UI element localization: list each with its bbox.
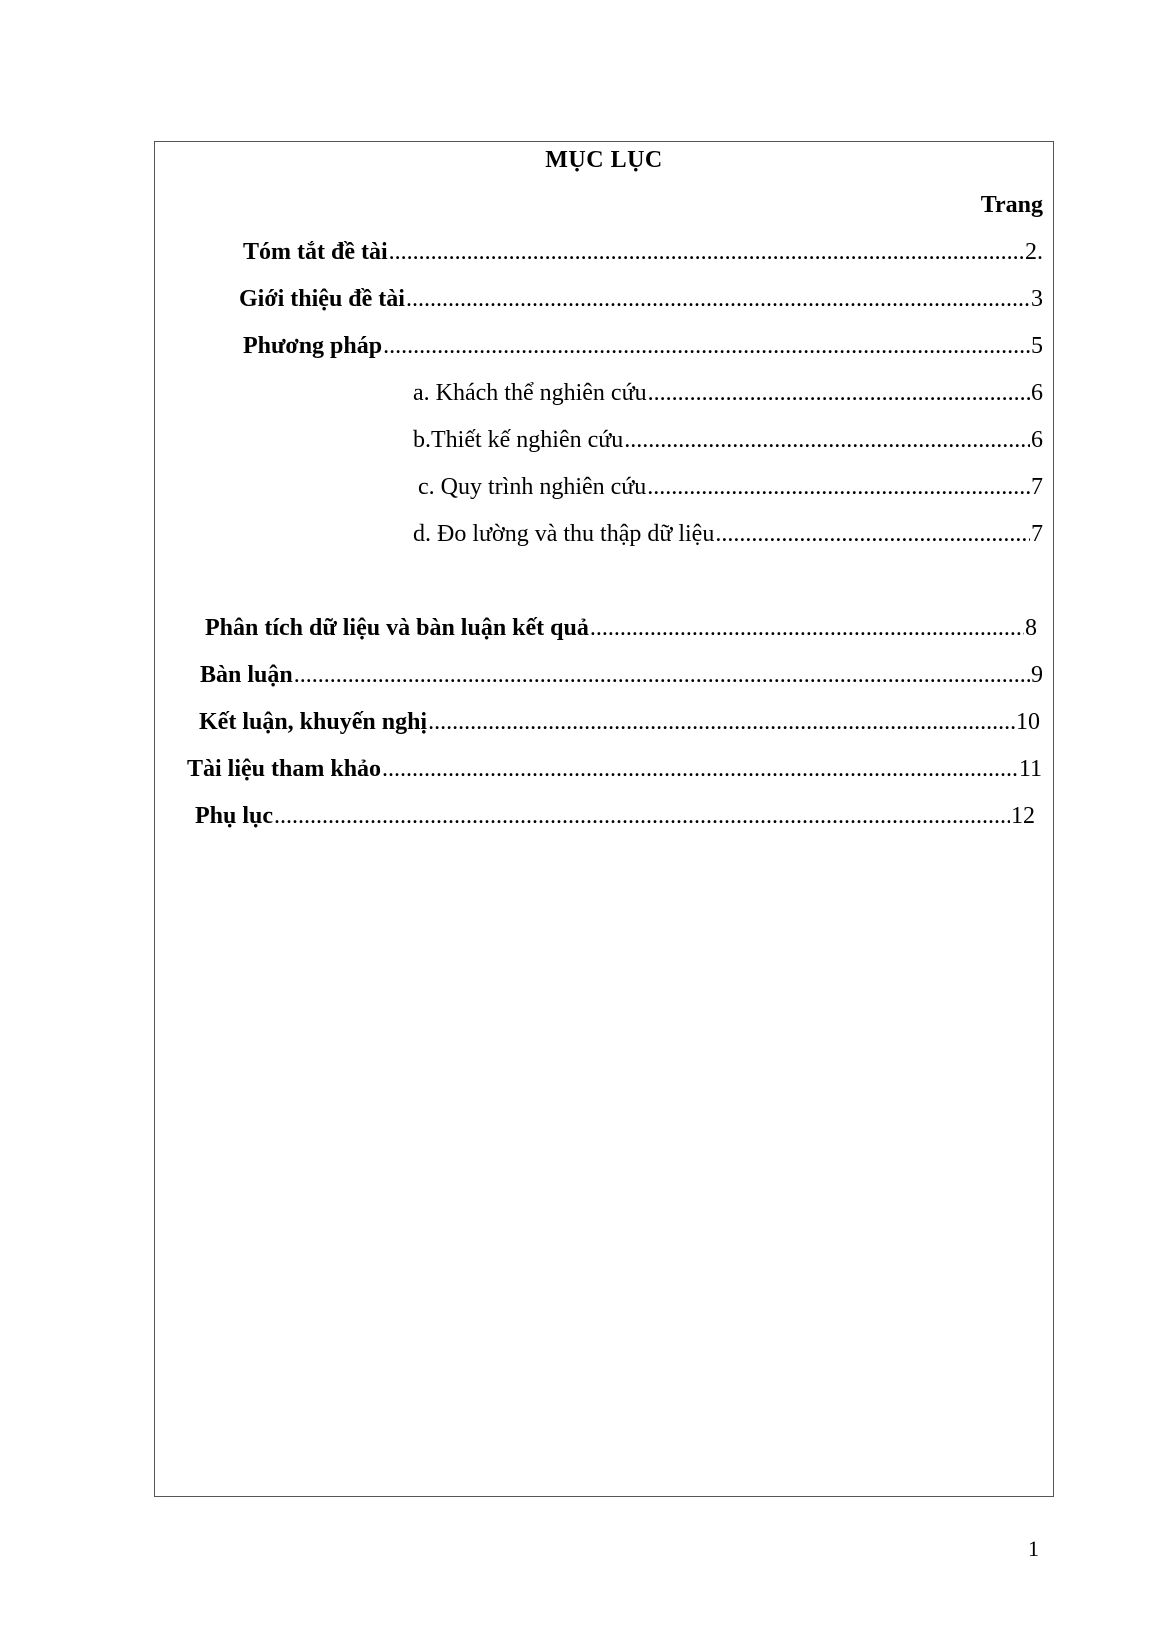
dot-leader: [294, 659, 1030, 691]
dot-leader: [647, 471, 1030, 503]
toc-entry-references[interactable]: [187, 753, 1042, 785]
toc-entry-page: 3: [1031, 286, 1043, 312]
toc-entry-appendix[interactable]: [195, 800, 1035, 832]
toc-entry-page: 7: [1031, 474, 1043, 500]
toc-entry-text: b.Thiết kế nghiên cứu: [413, 427, 624, 453]
toc-entry-page: 5: [1031, 333, 1043, 359]
toc-entry-procedure[interactable]: [418, 471, 1043, 503]
dot-leader: [406, 283, 1030, 315]
dot-leader: [648, 377, 1030, 409]
dot-leader: [383, 330, 1030, 362]
dot-leader: [428, 706, 1015, 738]
toc-entry-text: Phân tích dữ liệu và bàn luận kết quả: [205, 615, 589, 641]
page-column-label: Trang: [980, 192, 1043, 218]
toc-entry-conclusion[interactable]: [199, 706, 1040, 738]
toc-entry-design[interactable]: [413, 424, 1043, 456]
toc-entry-text: c. Quy trình nghiên cứu: [418, 474, 647, 500]
toc-entry-method[interactable]: [243, 330, 1043, 362]
toc-entry-text: Phụ lục: [195, 803, 274, 829]
dot-leader: [715, 518, 1030, 550]
dot-leader: [382, 753, 1018, 785]
toc-entry-page: 8: [1025, 615, 1037, 641]
toc-entry-page: 11: [1018, 756, 1042, 782]
toc-entry-text: Giới thiệu đề tài: [239, 286, 405, 312]
page-number: 1: [1028, 1536, 1039, 1561]
toc-entry-text: Phương pháp: [243, 333, 383, 359]
toc-entry-discussion[interactable]: [200, 659, 1043, 691]
toc-frame: [154, 141, 1054, 1497]
toc-entry-measurement[interactable]: [413, 518, 1043, 550]
toc-entry-text: Kết luận, khuyến nghị: [199, 709, 428, 735]
toc-entry-page: 10: [1016, 709, 1040, 735]
toc-entry-page: 9: [1031, 662, 1043, 688]
toc-entry-introduction[interactable]: [239, 283, 1043, 315]
toc-entry-page: 6: [1031, 427, 1043, 453]
dot-leader: [274, 800, 1010, 832]
dot-leader: [624, 424, 1030, 456]
toc-entry-text: Bàn luận: [200, 662, 293, 688]
toc-entry-summary[interactable]: [243, 236, 1043, 268]
dot-leader: [389, 236, 1024, 268]
dot-leader: [590, 612, 1024, 644]
toc-entry-text: a. Khách thể nghiên cứu: [413, 380, 647, 406]
toc-entry-page: 6: [1031, 380, 1043, 406]
toc-entry-text: d. Đo lường và thu thập dữ liệu: [413, 521, 715, 547]
toc-entry-page: 7: [1031, 521, 1043, 547]
toc-entry-analysis[interactable]: [205, 612, 1037, 644]
toc-entry-page: 12: [1011, 803, 1035, 829]
toc-entry-subjects[interactable]: [413, 377, 1043, 409]
toc-entry-page: 2.: [1025, 239, 1043, 265]
toc-entry-text: Tài liệu tham khảo: [187, 756, 382, 782]
toc-entry-text: Tóm tắt đề tài: [243, 239, 388, 265]
toc-title: MỤC LỤC: [545, 147, 663, 173]
